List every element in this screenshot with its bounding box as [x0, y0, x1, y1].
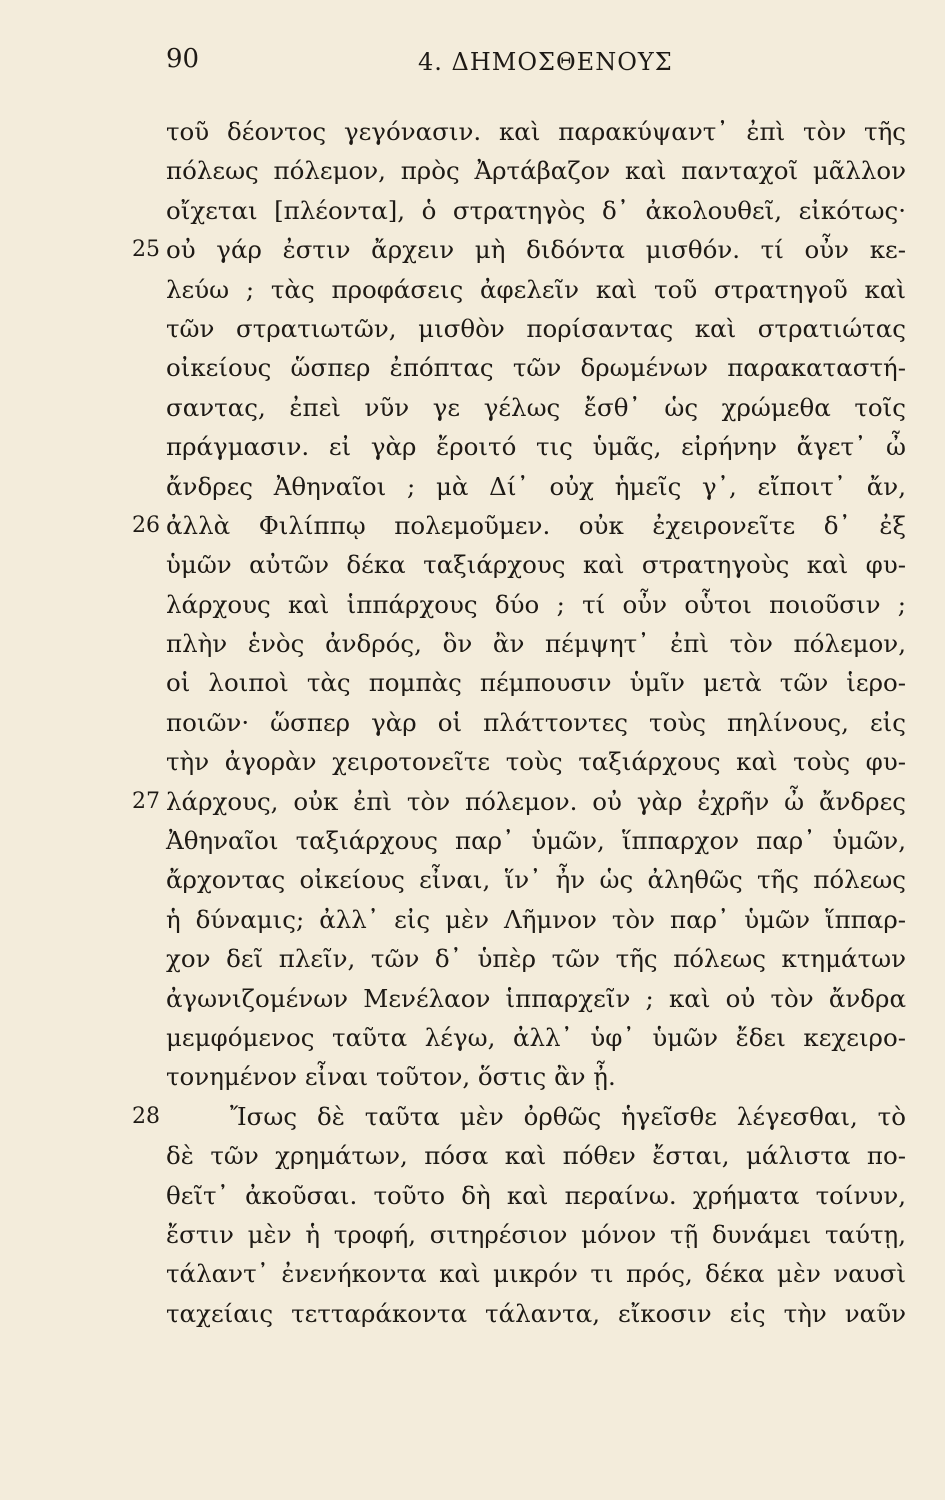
- text-line: [0, 1136, 945, 1175]
- line-text: σαντας, ἐπεὶ νῦν γε γέλως ἔσθ᾽ ὡς χρώμεθα τοῖς: [166, 392, 906, 422]
- text-line: [0, 1215, 945, 1254]
- line-text: ἄνδρες Ἀθηναῖοι ; μὰ Δί᾽ οὐχ ἡμεῖς γ᾽, εἴποιτ᾽ ἄν,: [166, 471, 906, 501]
- running-title: 4. ΔΗΜΟΣΘΕΝΟΥΣ: [418, 48, 673, 76]
- line-text: ἄρχοντας οἰκείους εἶναι, ἵν᾽ ἦν ὡς ἀληθῶς τῆς πόλεως: [166, 865, 906, 895]
- line-text: δὲ τῶν χρημάτων, πόσα καὶ πόθεν ἔσται, μάλιστα πο-: [166, 1141, 906, 1171]
- text-line: [0, 979, 945, 1018]
- page-header: [0, 44, 945, 84]
- line-text: ἀλλὰ Φιλίππῳ πολεμοῦμεν. οὐκ ἐχειρονεῖτε δ᾽ ἐξ: [166, 510, 906, 540]
- text-line: [0, 112, 945, 151]
- line-text: θεῖτ᾽ ἀκοῦσαι. τοῦτο δὴ καὶ περαίνω. χρήματα τοίνυν,: [166, 1180, 906, 1210]
- text-line: [0, 388, 945, 427]
- section-number: 26: [132, 512, 160, 538]
- text-line: [0, 939, 945, 978]
- section-number: 28: [132, 1103, 160, 1129]
- text-line: [0, 270, 945, 309]
- line-text: πράγμασιν. εἰ γὰρ ἔροιτό τις ὑμᾶς, εἰρήνην ἄγετ᾽ ὦ: [166, 432, 906, 462]
- text-line: [0, 1097, 945, 1136]
- line-text: οὐ γάρ ἐστιν ἄρχειν μὴ διδόντα μισθόν. τί οὖν κε-: [166, 235, 906, 265]
- line-text: λάρχους καὶ ἱππάρχους δύο ; τί οὖν οὗτοι ποιοῦσιν ;: [166, 589, 906, 619]
- text-line: [0, 624, 945, 663]
- section-number: 27: [132, 788, 160, 814]
- text-line: [0, 900, 945, 939]
- line-text: τῶν στρατιωτῶν, μισθὸν πορίσαντας καὶ στρατιώτας: [166, 313, 906, 343]
- line-text: τάλαντ᾽ ἐνενήκοντα καὶ μικρόν τι πρός, δέκα μὲν ναυσὶ: [166, 1259, 906, 1289]
- line-text: ποιῶν· ὥσπερ γὰρ οἱ πλάττοντες τοὺς πηλίνους, εἰς: [166, 707, 906, 737]
- line-text: ἡ δύναμις; ἀλλ᾽ εἰς μὲν Λῆμνον τὸν παρ᾽ ὑμῶν ἵππαρ-: [166, 904, 906, 934]
- line-text: ἔστιν μὲν ἡ τροφή, σιτηρέσιον μόνον τῇ δυνάμει ταύτῃ,: [166, 1219, 906, 1249]
- line-text: μεμφόμενος ταῦτα λέγω, ἀλλ᾽ ὑφ᾽ ὑμῶν ἔδει κεχειρο-: [166, 1022, 906, 1052]
- text-line: [0, 151, 945, 190]
- text-line: [0, 348, 945, 387]
- text-line: [0, 1294, 945, 1333]
- text-line: [0, 663, 945, 702]
- text-line: [0, 467, 945, 506]
- body-text: [0, 112, 945, 1333]
- text-line: [0, 427, 945, 466]
- line-text: οἴχεται [πλέοντα], ὁ στρατηγὸς δ᾽ ἀκολουθεῖ, εἰκότως·: [166, 195, 906, 225]
- line-text: λεύω ; τὰς προφάσεις ἀφελεῖν καὶ τοῦ στρατηγοῦ καὶ: [166, 274, 906, 304]
- line-text: Ἀθηναῖοι ταξιάρχους παρ᾽ ὑμῶν, ἵππαρχον παρ᾽ ὑμῶν,: [166, 826, 906, 856]
- text-line: [0, 742, 945, 781]
- text-line: [0, 545, 945, 584]
- text-line: [0, 309, 945, 348]
- text-line: [0, 821, 945, 860]
- text-line: [0, 191, 945, 230]
- text-line: [0, 703, 945, 742]
- line-text: ὑμῶν αὐτῶν δέκα ταξιάρχους καὶ στρατηγοὺς καὶ φυ-: [166, 550, 906, 580]
- text-line: [0, 1254, 945, 1293]
- line-text: λάρχους, οὐκ ἐπὶ τὸν πόλεμον. οὐ γὰρ ἐχρῆν ὦ ἄνδρες: [166, 786, 906, 816]
- line-text: οἱ λοιποὶ τὰς πομπὰς πέμπουσιν ὑμῖν μετὰ τῶν ἱερο-: [166, 668, 906, 698]
- text-line: [0, 506, 945, 545]
- line-text: πλὴν ἑνὸς ἀνδρός, ὃν ἂν πέμψητ᾽ ἐπὶ τὸν πόλεμον,: [166, 629, 906, 659]
- text-line: [0, 1018, 945, 1057]
- text-line: [0, 230, 945, 269]
- line-text: Ἴσως δὲ ταῦτα μὲν ὀρθῶς ἡγεῖσθε λέγεσθαι, τὸ: [230, 1101, 906, 1131]
- text-line: [0, 860, 945, 899]
- line-text: ταχείαις τετταράκοντα τάλαντα, εἴκοσιν εἰς τὴν ναῦν: [166, 1298, 906, 1328]
- line-text: χον δεῖ πλεῖν, τῶν δ᾽ ὑπὲρ τῶν τῆς πόλεως κτημάτων: [166, 944, 906, 974]
- text-line: [0, 585, 945, 624]
- line-text: τὴν ἀγορὰν χειροτονεῖτε τοὺς ταξιάρχους καὶ τοὺς φυ-: [166, 747, 906, 777]
- line-text: ἀγωνιζομένων Μενέλαον ἱππαρχεῖν ; καὶ οὐ τὸν ἄνδρα: [166, 983, 906, 1013]
- text-line: [0, 782, 945, 821]
- text-line: [0, 1057, 945, 1096]
- line-text: οἰκείους ὥσπερ ἐπόπτας τῶν δρωμένων παρακαταστή-: [166, 353, 906, 383]
- line-text: πόλεως πόλεμον, πρὸς Ἀρτάβαζον καὶ πανταχοῖ μᾶλλον: [166, 156, 906, 186]
- line-text: τονημένον εἶναι τοῦτον, ὅστις ἂν ᾖ.: [166, 1062, 616, 1092]
- page-number: 90: [166, 44, 200, 74]
- text-line: [0, 1176, 945, 1215]
- section-number: 25: [132, 237, 160, 263]
- line-text: τοῦ δέοντος γεγόνασιν. καὶ παρακύψαντ᾽ ἐπὶ τὸν τῆς: [166, 117, 906, 146]
